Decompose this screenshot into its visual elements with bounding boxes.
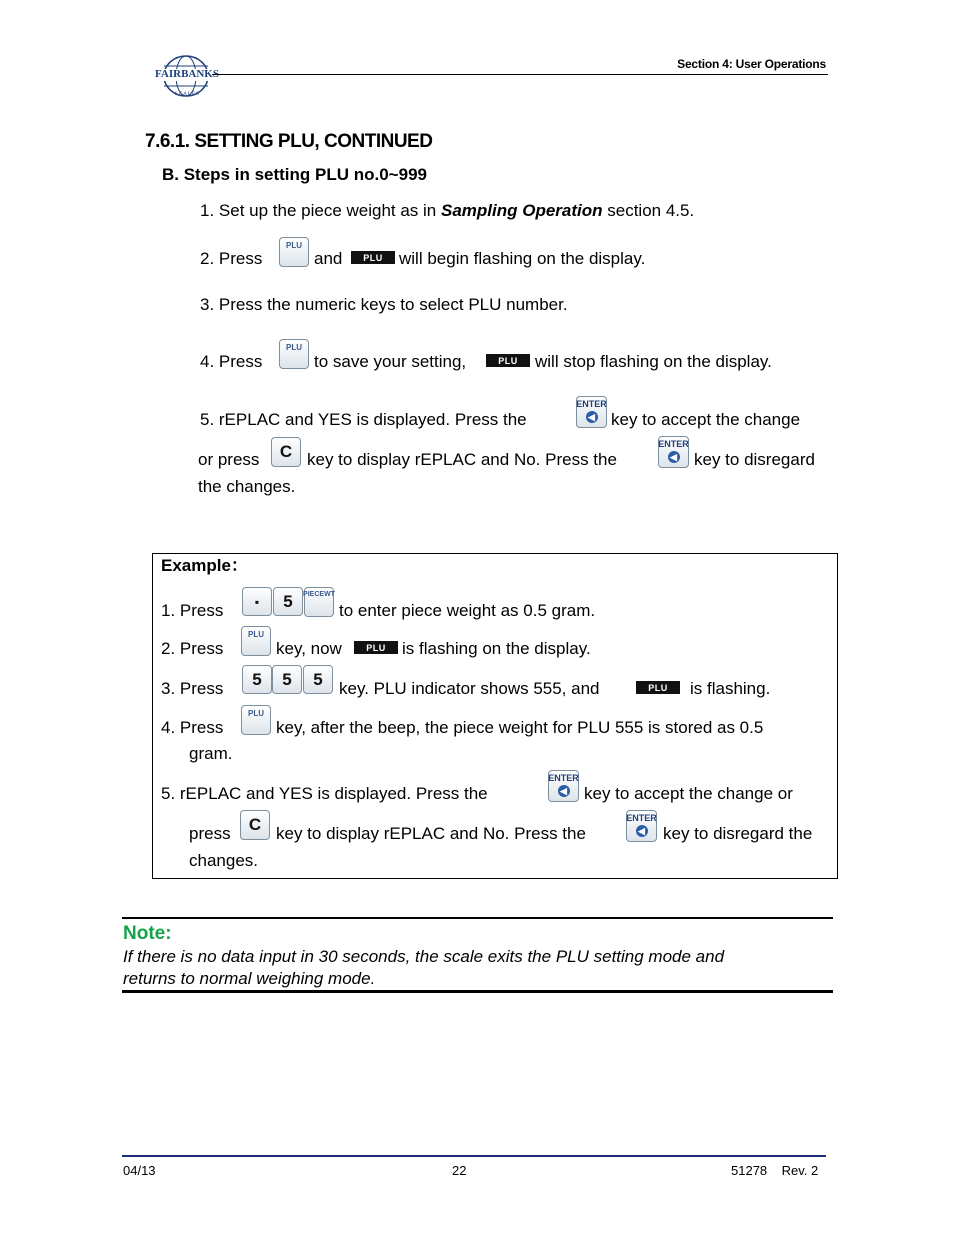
clear-key-icon: C bbox=[240, 810, 270, 840]
wt-label: WT bbox=[324, 591, 335, 598]
note-bottom-rule bbox=[122, 990, 833, 993]
footer-date: 04/13 bbox=[123, 1163, 156, 1178]
example-2-text: key, now bbox=[276, 639, 342, 658]
clear-key-icon: C bbox=[271, 437, 301, 467]
example-3-press: 3. Press bbox=[161, 679, 224, 698]
header-rule bbox=[212, 74, 828, 75]
step-1-emphasis: Sampling Operation bbox=[441, 201, 603, 220]
sub-heading: B. Steps in setting PLU no.0~999 bbox=[162, 165, 427, 184]
step-2-press: 2. Press bbox=[200, 249, 263, 268]
plu-key-icon: PLU bbox=[241, 705, 271, 735]
step-4-text-end: will stop flashing on the display. bbox=[535, 352, 772, 371]
step-4-press: 4. Press bbox=[200, 352, 263, 371]
enter-key-icon bbox=[658, 436, 689, 468]
step-3: 3. Press the numeric keys to select PLU number. bbox=[200, 295, 568, 314]
note-line-1: If there is no data input in 30 seconds, the scale exits the PLU setting mode and bbox=[123, 947, 725, 966]
enter-key-icon bbox=[548, 770, 579, 802]
example-4-text: key, after the beep, the piece weight for PLU 555 is stored as 0.5 bbox=[276, 718, 764, 737]
note-label: Note: bbox=[123, 923, 172, 944]
enter-key-label: ENTER bbox=[576, 399, 607, 409]
enter-arrow-icon: ◀ bbox=[586, 411, 598, 423]
enter-key-label: ENTER bbox=[658, 439, 689, 449]
step-5c-text: the changes. bbox=[198, 477, 296, 496]
example-4b-text: gram. bbox=[189, 744, 233, 763]
example-3-text: key. PLU indicator shows 555, and bbox=[339, 679, 600, 698]
enter-arrow-icon: ◀ bbox=[636, 825, 648, 837]
step-1-text-end: section 4.5. bbox=[602, 201, 695, 220]
five-key-icon: 5 bbox=[303, 665, 333, 694]
enter-key-label: ENTER bbox=[626, 813, 657, 823]
plu-indicator-icon: PLU bbox=[351, 251, 395, 264]
section-title: Section 4: User Operations bbox=[677, 57, 826, 71]
enter-arrow-icon: ◀ bbox=[558, 785, 570, 797]
five-key-icon: 5 bbox=[273, 587, 303, 616]
document-number: 51278 Rev. 2 bbox=[731, 1163, 819, 1178]
piece-weight-key-icon bbox=[304, 587, 334, 617]
plu-key-icon: PLU bbox=[241, 626, 271, 656]
note-top-rule bbox=[122, 917, 833, 919]
plu-key-icon: PLU bbox=[279, 339, 309, 369]
footer-rule bbox=[122, 1155, 826, 1157]
example-2-text-end: is flashing on the display. bbox=[402, 639, 591, 658]
example-5b-press: press bbox=[189, 824, 231, 843]
step-2-and: and bbox=[314, 249, 343, 268]
enter-key-label: ENTER bbox=[548, 773, 579, 783]
example-5-text: 5. rEPLAC and YES is displayed. Press the bbox=[161, 784, 488, 803]
plu-indicator-icon: PLU bbox=[354, 641, 398, 654]
example-title: Example： bbox=[161, 556, 248, 575]
step-4-text: to save your setting, bbox=[314, 352, 467, 371]
example-5-text-end: key to accept the change or bbox=[584, 784, 793, 803]
step-5b-text-mid: key to display rEPLAC and No. Press the bbox=[307, 450, 617, 469]
example-1-text: to enter piece weight as 0.5 gram. bbox=[339, 601, 596, 620]
enter-arrow-icon: ◀ bbox=[668, 451, 680, 463]
example-3-text-end: is flashing. bbox=[690, 679, 771, 698]
note-line-2: returns to normal weighing mode. bbox=[123, 969, 376, 988]
example-2-press: 2. Press bbox=[161, 639, 224, 658]
example-5b-text: key to display rEPLAC and No. Press the bbox=[276, 824, 586, 843]
step-5-text-end: key to accept the change bbox=[611, 410, 801, 429]
step-5b-text-end: key to disregard bbox=[694, 450, 815, 469]
plu-key-icon: PLU bbox=[279, 237, 309, 267]
piece-label: PIECE bbox=[303, 591, 325, 598]
logo-subtext: S C A L E S bbox=[174, 92, 200, 97]
example-1-press: 1. Press bbox=[161, 601, 224, 620]
five-key-icon: 5 bbox=[272, 665, 302, 694]
decimal-key-icon: ▪ bbox=[242, 587, 272, 616]
step-5-text: 5. rEPLAC and YES is displayed. Press the bbox=[200, 410, 527, 429]
example-4-press: 4. Press bbox=[161, 718, 224, 737]
plu-indicator-icon: PLU bbox=[486, 354, 530, 367]
step-5b-text: or press bbox=[198, 450, 260, 469]
step-1 bbox=[200, 201, 694, 221]
enter-key-icon bbox=[576, 396, 607, 428]
example-5c-text: changes. bbox=[189, 851, 258, 870]
note-text bbox=[123, 946, 724, 990]
enter-key-icon bbox=[626, 810, 657, 842]
step-2-text: will begin flashing on the display. bbox=[399, 249, 646, 268]
plu-indicator-icon: PLU bbox=[636, 681, 680, 694]
page-number: 22 bbox=[452, 1163, 467, 1178]
example-5b-text-end: key to disregard the bbox=[663, 824, 813, 843]
logo-text: FAIRBANKS bbox=[155, 68, 219, 80]
section-heading: 7.6.1. SETTING PLU, CONTINUED bbox=[145, 131, 433, 152]
step-1-text: 1. Set up the piece weight as in bbox=[200, 201, 441, 220]
five-key-icon: 5 bbox=[242, 665, 272, 694]
fairbanks-logo bbox=[152, 52, 222, 102]
